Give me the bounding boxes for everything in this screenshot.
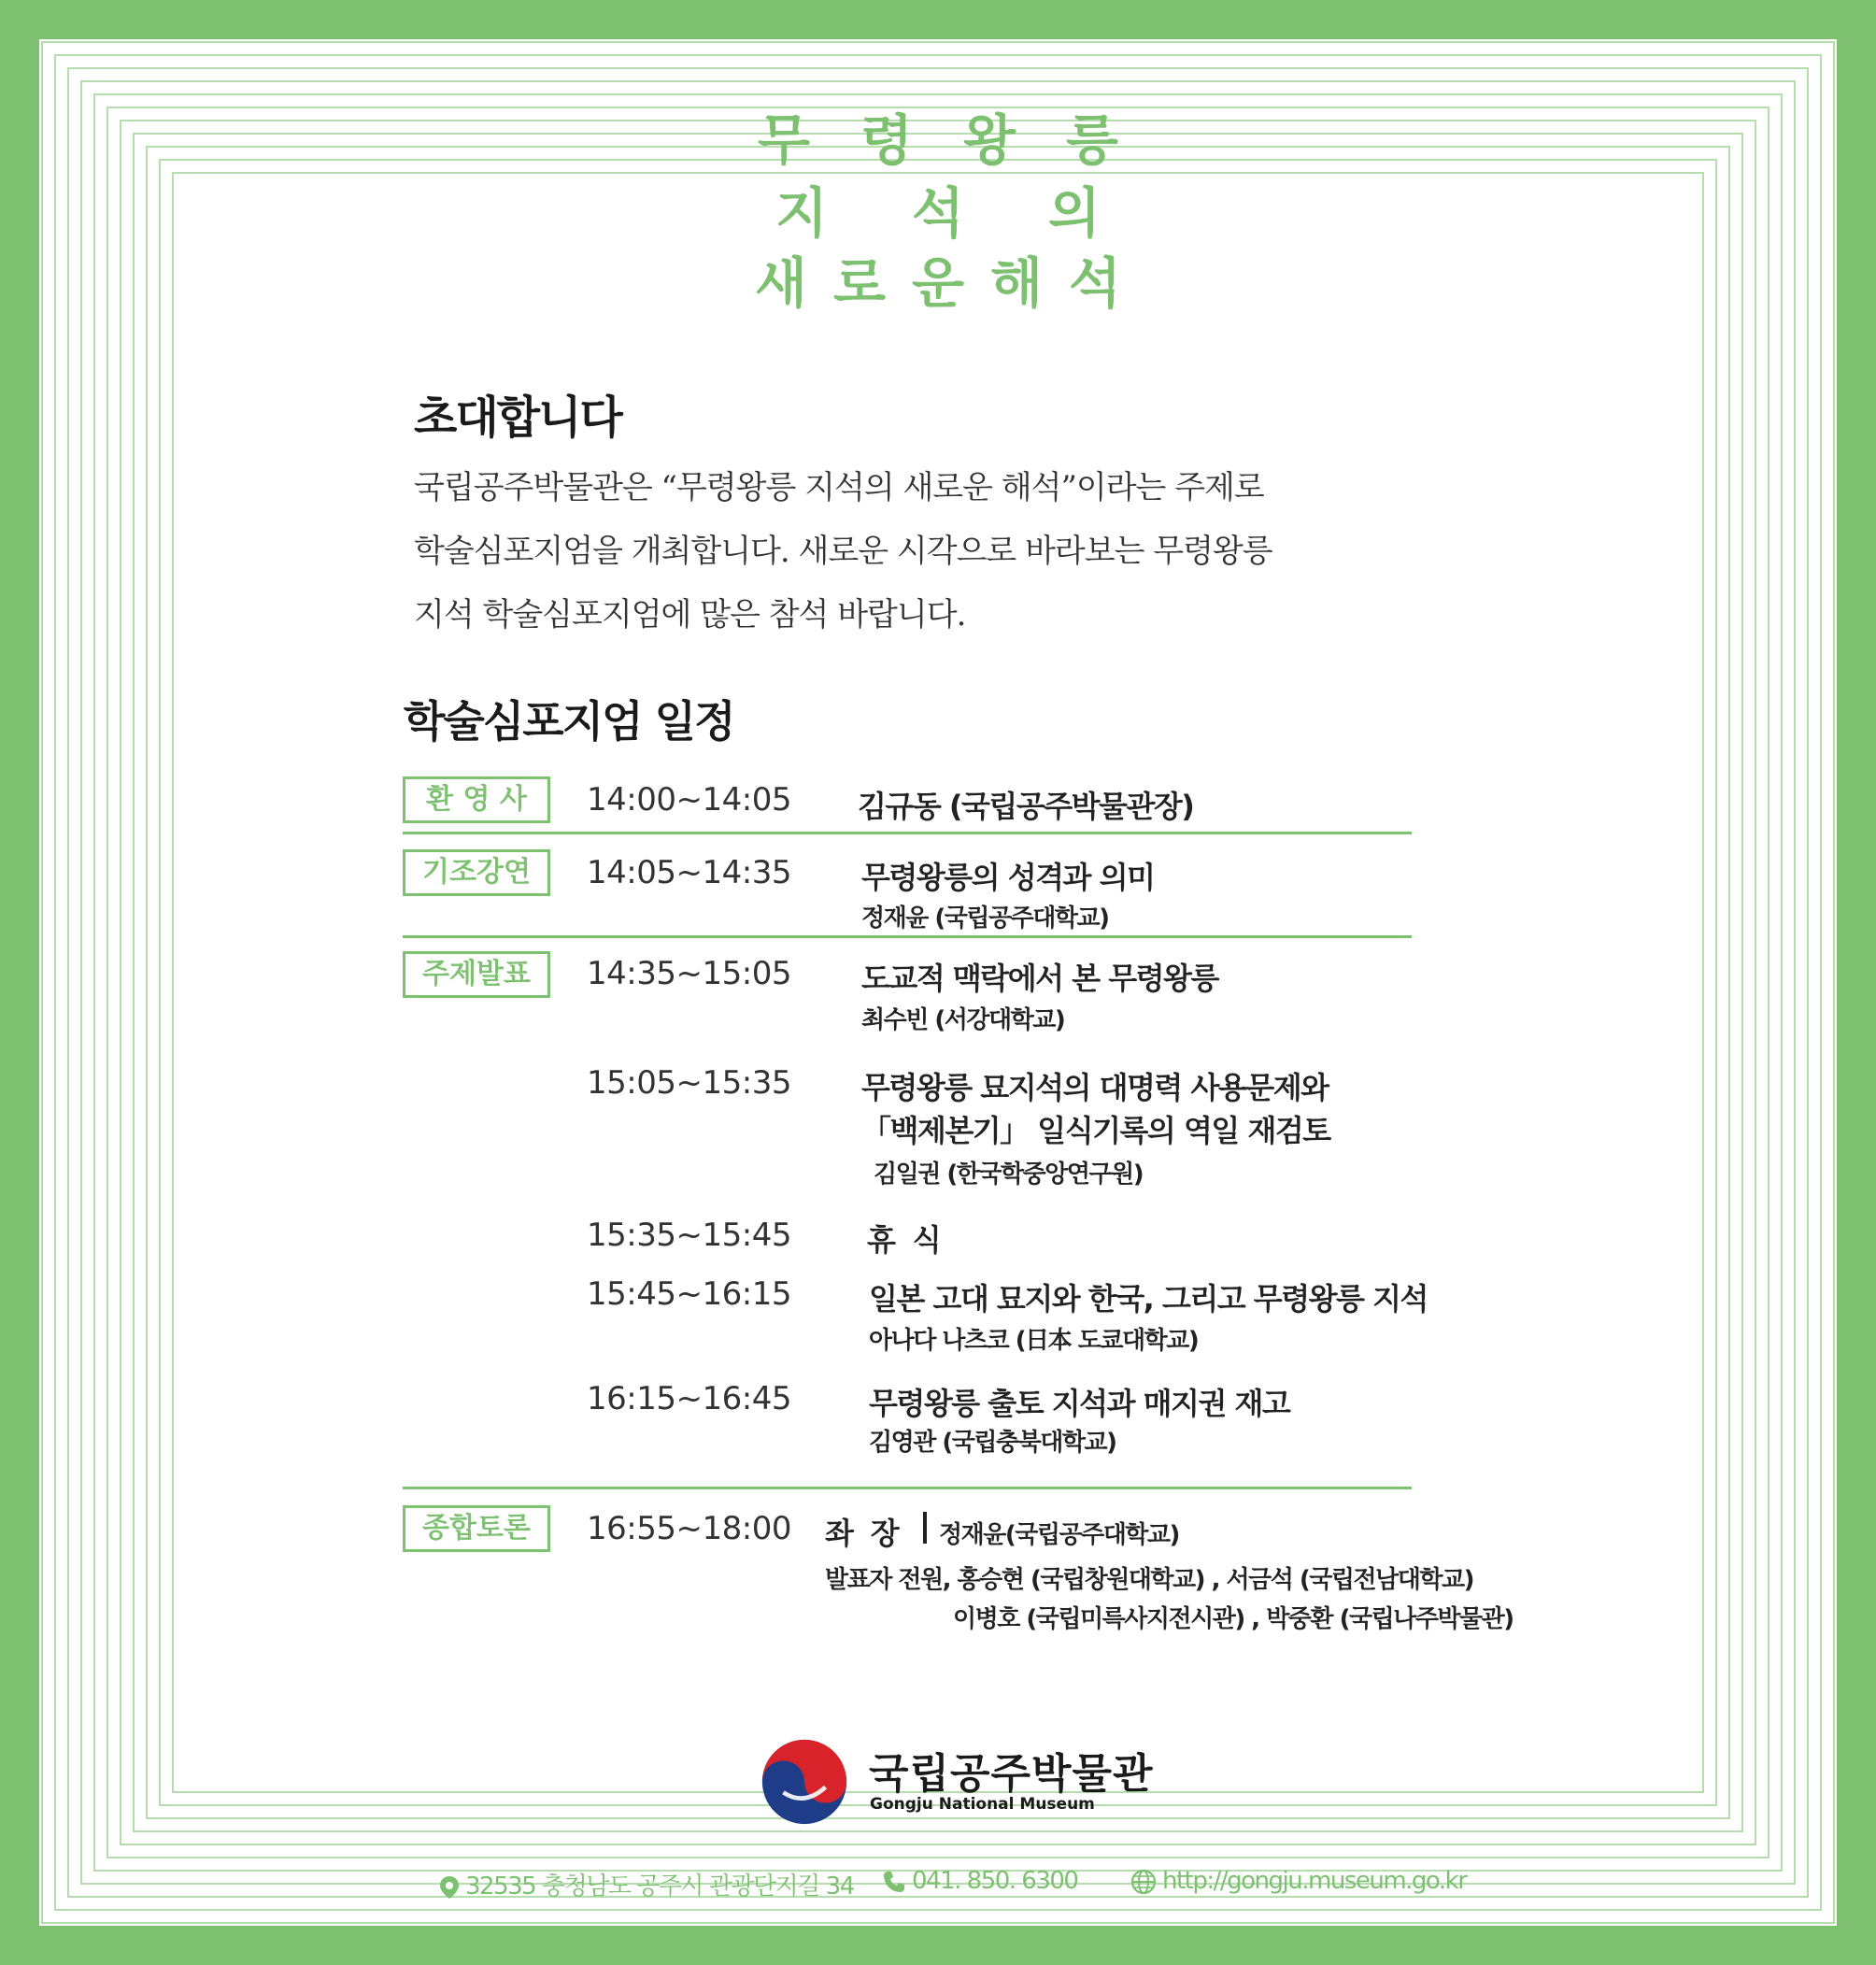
break-label: 휴 식 — [867, 1222, 941, 1258]
globe-icon — [1130, 1869, 1157, 1895]
website-link[interactable]: http://gongju.museum.go.kr — [1162, 1867, 1467, 1895]
talk-3-title: 일본 고대 묘지와 한국, 그리고 무령왕릉 지석 — [869, 1281, 1428, 1317]
badge-keynote: 기조강연 — [403, 849, 550, 896]
talk-2-title-2: 「백제본기」 일식기록의 역일 재검토 — [861, 1113, 1330, 1148]
time-discussion: 16:55~18:00 — [587, 1510, 791, 1547]
title-line-2 — [0, 180, 1876, 246]
time-talk-3: 15:45~16:15 — [587, 1275, 791, 1313]
talk-3-speaker: 아나다 나츠코 (日本 도쿄대학교) — [869, 1327, 1199, 1355]
chair-label: 좌 장 — [825, 1516, 899, 1551]
footer-phone — [882, 1867, 1077, 1895]
invite-line: 국립공주박물관은 “무령왕릉 지석의 새로운 해석”이라는 주제로 — [414, 469, 1264, 506]
time-talk-1: 14:35~15:05 — [587, 955, 791, 992]
badge-welcome: 환 영 사 — [403, 776, 550, 823]
talk-1-speaker: 최수빈 (서강대학교) — [861, 1006, 1065, 1034]
phone-text: 041. 850. 6300 — [912, 1867, 1078, 1895]
divider — [403, 832, 1412, 834]
location-pin-icon — [439, 1875, 460, 1900]
title-line-3: 새로운해석 — [754, 251, 1148, 315]
museum-name-en: Gongju National Museum — [870, 1795, 1095, 1814]
museum-name-ko: 국립공주박물관 — [869, 1750, 1154, 1798]
invite-body — [414, 456, 1367, 647]
phone-icon — [882, 1870, 906, 1894]
taegeuk-icon — [760, 1738, 848, 1826]
divider — [403, 1487, 1412, 1489]
title-char: 의 — [1048, 181, 1101, 245]
talk-2-speaker: 김일권 (한국학중앙연구원) — [874, 1160, 1144, 1189]
time-break: 15:35~15:45 — [587, 1217, 791, 1254]
divider — [403, 935, 1412, 938]
footer-website[interactable] — [1130, 1867, 1466, 1895]
schedule-heading: 학술심포지엄 일정 — [404, 696, 734, 747]
badge-discussion: 종합토론 — [403, 1505, 550, 1552]
keynote-title: 무령왕릉의 성격과 의미 — [861, 860, 1155, 895]
invite-line: 학술심포지엄을 개최합니다. 새로운 시각으로 바라보는 무령왕릉 — [414, 533, 1272, 570]
badge-talks: 주제발표 — [403, 951, 550, 998]
address-text: 32535 충청남도 공주시 관광단지길 34 — [465, 1872, 854, 1901]
title-char: 석 — [911, 181, 965, 245]
time-talk-2: 15:05~15:35 — [587, 1064, 791, 1102]
time-keynote: 14:05~14:35 — [587, 854, 791, 891]
welcome-speaker: 김규동 (국립공주박물관장) — [858, 789, 1194, 824]
time-talk-4: 16:15~16:45 — [587, 1380, 791, 1417]
time-welcome: 14:00~14:05 — [587, 781, 791, 819]
talk-1-title: 도교적 맥락에서 본 무령왕릉 — [861, 961, 1218, 996]
title-line-1: 무령왕릉 — [757, 108, 1170, 172]
talk-4-speaker: 김영관 (국립충북대학교) — [869, 1429, 1116, 1457]
invite-heading: 초대합니다 — [414, 392, 621, 444]
panel-line-1: 발표자 전원, 홍승현 (국립창원대학교) , 서금석 (국립전남대학교) — [825, 1566, 1473, 1594]
title-char: 지 — [775, 181, 828, 245]
footer-address — [439, 1867, 854, 1901]
talk-4-title: 무령왕릉 출토 지석과 매지권 재고 — [869, 1386, 1290, 1421]
panel-line-2: 이병호 (국립미륵사지전시관) , 박중환 (국립나주박물관) — [953, 1605, 1514, 1633]
chair-separator — [923, 1512, 927, 1544]
chair-name: 정재윤(국립공주대학교) — [939, 1521, 1179, 1549]
invite-line: 지석 학술심포지엄에 많은 참석 바랍니다. — [414, 596, 966, 634]
talk-2-title: 무령왕릉 묘지석의 대명력 사용문제와 — [861, 1070, 1329, 1105]
keynote-speaker: 정재윤 (국립공주대학교) — [861, 904, 1109, 933]
